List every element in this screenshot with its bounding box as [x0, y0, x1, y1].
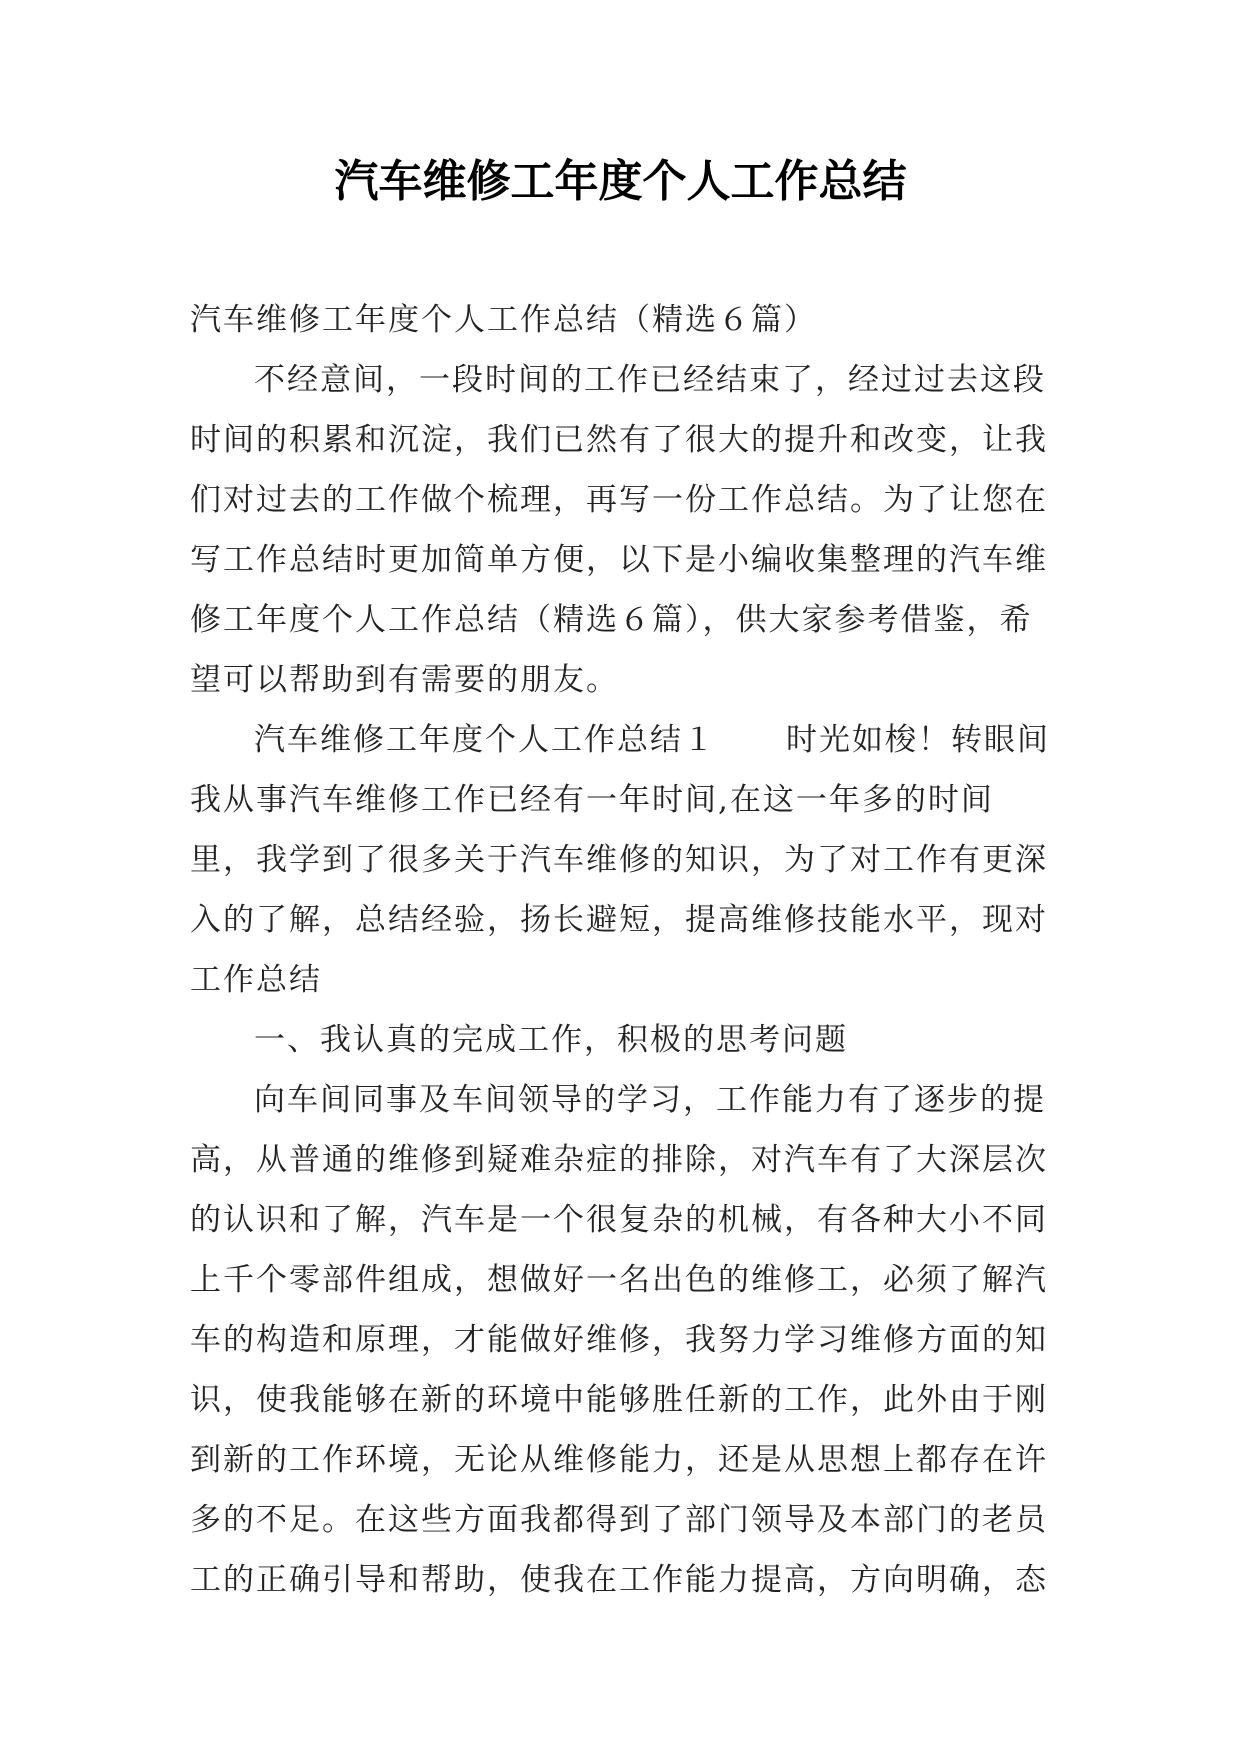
- section-1-paragraph: [190, 710, 1050, 1010]
- intro-paragraph: 不经意间，一段时间的工作已经结束了，经过过去这段时间的积累和沉淀，我们已然有了很大的提升和改变，让我们对过去的工作做个梳理，再写一份工作总结。为了让您在写工作总结时更加简单方便，以下是小编收集整理的汽车维修工年度个人工作总结（精选６篇），供大家参考借鉴，希望可以帮助到有需要的朋友。: [190, 362, 1048, 698]
- section-1-text: 时光如梭！转眼间我从事汽车维修工作已经有一年时间,在这一年多的时间里，我学到了很多关于汽车维修的知识，为了对工作有更深入的了解，总结经验，扬长避短，提高维修技能水平，现对工作总结: [190, 722, 1050, 998]
- subtitle-line: 汽车维修工年度个人工作总结（精选６篇）: [190, 302, 817, 338]
- point-1-heading: 一、我认真的完成工作，积极的思考问题: [254, 1022, 848, 1058]
- point-1-paragraph: 向车间同事及车间领导的学习，工作能力有了逐步的提高，从普通的维修到疑难杂症的排除，对汽车有了大深层次的认识和了解，汽车是一个很复杂的机械，有各种大小不同上千个零部件组成，想做好一名出色的维修工，必须了解汽车的构造和原理，才能做好维修，我努力学习维修方面的知识，使我能够在新的环境中能够胜任新的工作，此外由于刚到新的工作环境，无论从维修能力，还是从思想上都存在许多的不足。在这些方面我都得到了部门领导及本部门的老员工的正确引导和帮助，使我在工作能力提高，方向明确，态: [190, 1082, 1048, 1598]
- section-1-heading: 汽车维修工年度个人工作总结１: [254, 722, 716, 758]
- document-title: 汽车维修工年度个人工作总结: [334, 156, 907, 207]
- document-body: [190, 290, 1050, 1610]
